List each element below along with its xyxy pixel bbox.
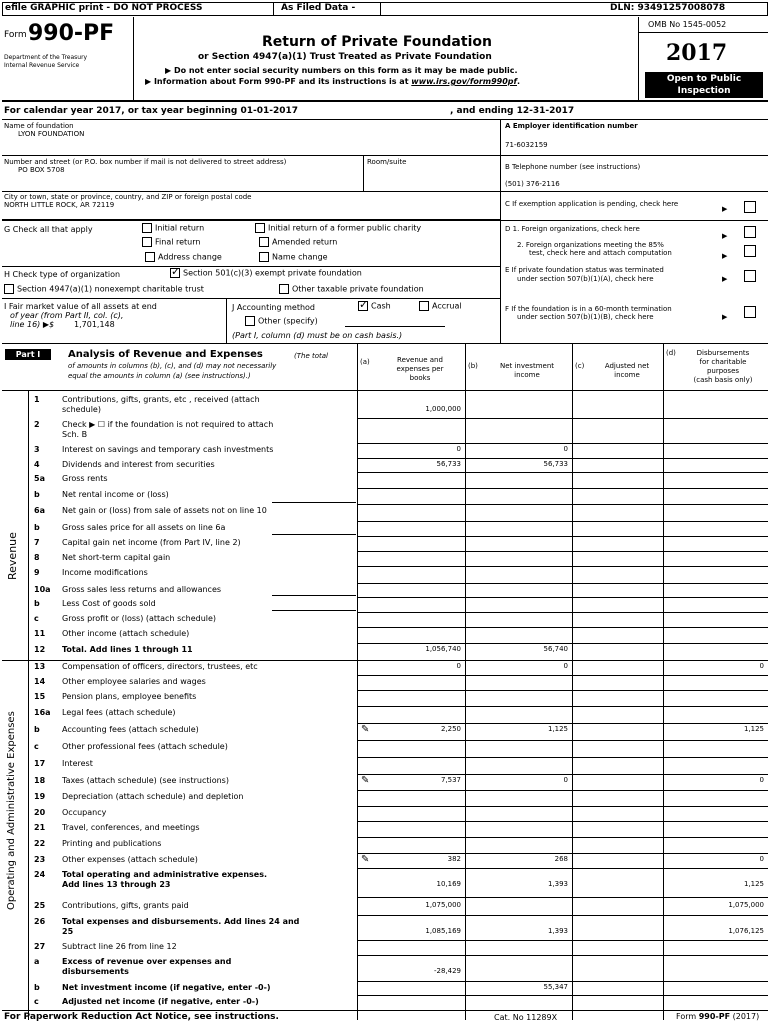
row-number: 12 xyxy=(34,645,46,654)
row-number: 3 xyxy=(34,445,40,454)
d1-label: D 1. Foreign organizations, check here xyxy=(505,225,640,233)
notice-info: ▶ Information about Form 990-PF and its instructions is at www.irs.gov/form990pf. xyxy=(145,77,521,86)
value-col-a: 1,056,740 xyxy=(425,645,461,653)
value-col-a: 0 xyxy=(456,662,461,670)
row-number: 17 xyxy=(34,759,46,768)
value-col-d: 1,125 xyxy=(743,725,764,733)
row-number: b xyxy=(34,490,40,499)
f-checkbox[interactable] xyxy=(744,306,756,318)
row-label: Net gain or (loss) from sale of assets not on line 10 xyxy=(62,506,267,515)
g-initial-return[interactable]: Initial return xyxy=(142,223,204,233)
arrow-icon: ▶ xyxy=(722,232,728,240)
value-col-a: 382 xyxy=(447,855,461,863)
checkbox-icon[interactable] xyxy=(259,252,269,262)
checkbox-icon[interactable] xyxy=(279,284,289,294)
row-label: Capital gain net income (from Part IV, line 2) xyxy=(62,538,241,547)
value-col-a: -28,429 xyxy=(433,967,461,975)
side-label-expenses: Operating and Administrative Expenses xyxy=(6,711,17,910)
row-label: Other expenses (attach schedule) xyxy=(62,855,198,864)
g-final-return[interactable]: Final return xyxy=(142,237,200,247)
row-number: 23 xyxy=(34,855,46,864)
col-b-header: Net investment income xyxy=(499,362,555,379)
col-b-tag: (b) xyxy=(468,362,478,370)
row-label: Occupancy xyxy=(62,808,107,817)
form-prefix: Form xyxy=(4,30,27,40)
row-number: 5a xyxy=(34,474,45,483)
checkbox-icon[interactable] xyxy=(259,237,269,247)
value-col-d: 1,075,000 xyxy=(728,901,764,909)
row-number: 6a xyxy=(34,506,45,515)
tax-year: 2017 xyxy=(666,40,728,66)
col-a-header: Revenue and expenses per books xyxy=(396,356,444,382)
part-desc-2: of amounts in columns (b), (c), and (d) may not necessarily xyxy=(68,362,277,370)
phone-label: B Telephone number (see instructions) xyxy=(505,163,641,171)
efile-label: efile GRAPHIC print - DO NOT PROCESS xyxy=(5,3,203,13)
notice-ssn: ▶ Do not enter social security numbers on this form as it may be made public. xyxy=(165,66,518,75)
row-number: 8 xyxy=(34,553,40,562)
row-label: Net short-term capital gain xyxy=(62,553,171,562)
row-label: Adjusted net income (if negative, enter -0-) xyxy=(62,997,259,1006)
j-accrual[interactable]: Accrual xyxy=(419,301,462,311)
value-col-a: 2,250 xyxy=(440,725,461,733)
row-number: b xyxy=(34,983,40,992)
row-label: Legal fees (attach schedule) xyxy=(62,708,176,717)
row-label: Contributions, gifts, grants, etc , received (attach xyxy=(62,395,260,404)
row-label: Printing and publications xyxy=(62,839,162,848)
street-label: Number and street (or P.O. box number if mail is not delivered to street address) xyxy=(4,158,287,166)
e-checkbox[interactable] xyxy=(744,270,756,282)
row-label-cont: disbursements xyxy=(62,967,129,976)
row-label: Travel, conferences, and meetings xyxy=(62,823,200,832)
row-label: Dividends and interest from securities xyxy=(62,460,215,469)
d2-checkbox[interactable] xyxy=(744,245,756,257)
d2-label-b: test, check here and attach computation xyxy=(529,249,672,257)
row-number: c xyxy=(34,614,39,623)
row-label: Other employee salaries and wages xyxy=(62,677,206,686)
row-label: Gross sales price for all assets on line 6a xyxy=(62,523,226,532)
row-label: Total. Add lines 1 through 11 xyxy=(62,645,193,654)
row-number: 22 xyxy=(34,839,46,848)
row-number: 2 xyxy=(34,420,40,429)
row-number: 27 xyxy=(34,942,46,951)
attachment-icon[interactable]: ✎ xyxy=(361,775,370,786)
value-col-a: 0 xyxy=(456,445,461,453)
row-number: c xyxy=(34,742,39,751)
room-suite-label: Room/suite xyxy=(367,158,407,166)
row-label: Interest xyxy=(62,759,93,768)
e-label-a: E If private foundation status was terminated xyxy=(505,266,664,274)
checkbox-icon[interactable] xyxy=(142,237,152,247)
f-label-a: F If the foundation is in a 60-month termination xyxy=(505,305,672,313)
value-col-d: 1,076,125 xyxy=(728,927,764,935)
e-label-b: under section 507(b)(1)(A), check here xyxy=(517,275,654,283)
i-label-2: of year (from Part II, col. (c), xyxy=(10,311,124,320)
row-number: 1 xyxy=(34,395,40,404)
ein-label: A Employer identification number xyxy=(505,122,638,130)
value-col-b: 1,125 xyxy=(547,725,568,733)
irs-label: Internal Revenue Service xyxy=(4,62,80,69)
value-col-a: 1,085,169 xyxy=(425,927,461,935)
i-label-1: I Fair market value of all assets at end xyxy=(4,302,157,311)
row-label: Total expenses and disbursements. Add lines 24 and xyxy=(62,917,300,926)
row-number: a xyxy=(34,957,40,966)
dept-treasury: Department of the Treasury xyxy=(4,54,88,61)
arrow-icon: ▶ xyxy=(722,275,728,283)
row-number: 24 xyxy=(34,870,46,879)
footer-cat-no: Cat. No 11289X xyxy=(494,1013,558,1022)
value-col-d: 1,125 xyxy=(743,880,764,888)
row-label: Depreciation (attach schedule) and depletion xyxy=(62,792,244,801)
row-number: 14 xyxy=(34,677,46,686)
footer-form: Form 990-PF (2017) xyxy=(676,1012,760,1021)
row-label: Gross profit or (loss) (attach schedule) xyxy=(62,614,217,623)
ein-value: 71-6032159 xyxy=(505,141,548,149)
calendar-end: , and ending 12-31-2017 xyxy=(450,106,575,116)
row-label: Total operating and administrative expenses. xyxy=(62,870,267,879)
row-label: Net rental income or (loss) xyxy=(62,490,169,499)
value-col-d: 0 xyxy=(759,776,764,784)
h-4947[interactable]: Section 4947(a)(1) nonexempt charitable trust xyxy=(4,284,204,294)
irs-link[interactable]: www.irs.gov/form990pf xyxy=(411,77,518,86)
row-number: c xyxy=(34,997,39,1006)
value-col-a: 56,733 xyxy=(436,460,461,468)
foundation-name-value: LYON FOUNDATION xyxy=(18,130,85,138)
calendar-start: For calendar year 2017, or tax year beginning 01-01-2017 xyxy=(4,106,299,116)
row-number: b xyxy=(34,523,40,532)
attachment-icon[interactable]: ✎ xyxy=(361,724,370,735)
row-label: Contributions, gifts, grants paid xyxy=(62,901,189,910)
form-title: Return of Private Foundation xyxy=(262,34,492,50)
row-number: 20 xyxy=(34,808,46,817)
row-label: Pension plans, employee benefits xyxy=(62,692,197,701)
row-number: 9 xyxy=(34,568,40,577)
row-label-cont: schedule) xyxy=(62,405,101,414)
j-label: J Accounting method xyxy=(232,303,316,312)
omb-number: OMB No 1545-0052 xyxy=(648,20,727,29)
row-label: Check ▶ ☐ if the foundation is not required to attach xyxy=(62,420,274,429)
arrow-icon: ▶ xyxy=(722,252,728,260)
value-col-a: 10,169 xyxy=(436,880,461,888)
value-col-a: 1,075,000 xyxy=(425,901,461,909)
h-501c3[interactable]: ✓ Section 501(c)(3) exempt private foundation xyxy=(170,268,362,278)
row-number: 18 xyxy=(34,776,46,785)
g-label: G Check all that apply xyxy=(4,225,93,234)
dln-label: DLN: 93491257008078 xyxy=(610,3,726,13)
row-number: 13 xyxy=(34,662,46,671)
value-col-b: 1,393 xyxy=(547,927,568,935)
checkbox-icon[interactable] xyxy=(255,223,265,233)
row-number: b xyxy=(34,725,40,734)
col-c-header: Adjusted net income xyxy=(604,362,650,379)
exemption-pending-label: C If exemption application is pending, check here xyxy=(505,200,679,208)
part-title: Analysis of Revenue and Expenses xyxy=(68,349,263,360)
g-name-change[interactable]: Name change xyxy=(259,252,328,262)
checkbox-icon[interactable] xyxy=(142,223,152,233)
checkbox-icon[interactable] xyxy=(419,301,429,311)
row-number: 19 xyxy=(34,792,46,801)
value-col-b: 0 xyxy=(563,662,568,670)
row-number: 11 xyxy=(34,629,46,638)
city-value: NORTH LITTLE ROCK, AR 72119 xyxy=(4,201,115,209)
d2-label-a: 2. Foreign organizations meeting the 85% xyxy=(517,241,664,249)
value-col-b: 56,740 xyxy=(543,645,568,653)
checkbox-checked-icon[interactable] xyxy=(170,268,180,278)
exemption-pending-checkbox[interactable] xyxy=(744,201,756,213)
i-label-3: line 16) ▶$ xyxy=(10,320,55,329)
checkbox-icon[interactable] xyxy=(145,252,155,262)
attachment-icon[interactable]: ✎ xyxy=(361,854,370,865)
col-a-tag: (a) xyxy=(360,358,370,366)
col-d-tag: (d) xyxy=(666,349,676,357)
row-label: Taxes (attach schedule) (see instructions) xyxy=(62,776,229,785)
row-label: Less Cost of goods sold xyxy=(62,599,156,608)
col-d-header: Disbursements for charitable purposes (cash basis only) xyxy=(693,349,753,384)
row-label-cont: Sch. B xyxy=(62,430,88,439)
row-number: 15 xyxy=(34,692,46,701)
row-label: Gross rents xyxy=(62,474,108,483)
j-other[interactable]: Other (specify) xyxy=(245,316,318,326)
value-col-b: 268 xyxy=(554,855,568,863)
f-label-b: under section 507(b)(1)(B), check here xyxy=(517,313,654,321)
row-label: Net investment income (if negative, enter -0-) xyxy=(62,983,271,992)
checkbox-icon[interactable] xyxy=(245,316,255,326)
row-label: Income modifications xyxy=(62,568,148,577)
phone-value: (501) 376-2116 xyxy=(505,180,560,188)
value-col-b: 56,733 xyxy=(543,460,568,468)
j-note: (Part I, column (d) must be on cash basis.) xyxy=(232,331,403,340)
part-desc-1: (The total xyxy=(294,352,328,360)
col-c-tag: (c) xyxy=(575,362,585,370)
g-address-change[interactable]: Address change xyxy=(145,252,222,262)
row-number: 26 xyxy=(34,917,46,926)
row-number: 7 xyxy=(34,538,40,547)
arrow-icon: ▶ xyxy=(722,205,728,213)
row-number: 21 xyxy=(34,823,46,832)
value-col-b: 55,347 xyxy=(543,983,568,991)
side-label-revenue: Revenue xyxy=(6,532,19,580)
row-number: 10a xyxy=(34,585,51,594)
value-col-d: 0 xyxy=(759,855,764,863)
g-initial-former[interactable]: Initial return of a former public charity xyxy=(255,223,421,233)
checkbox-icon[interactable] xyxy=(4,284,14,294)
form-number: 990-PF xyxy=(28,21,115,46)
row-number: 25 xyxy=(34,901,46,910)
value-col-d: 0 xyxy=(759,662,764,670)
value-col-a: 7,537 xyxy=(440,776,461,784)
value-col-b: 0 xyxy=(563,445,568,453)
row-label: Compensation of officers, directors, trustees, etc xyxy=(62,662,258,671)
h-other-taxable[interactable]: Other taxable private foundation xyxy=(279,284,424,294)
fmv-value: 1,701,148 xyxy=(74,320,115,329)
value-col-b: 1,393 xyxy=(547,880,568,888)
footer-paperwork: For Paperwork Reduction Act Notice, see instructions. xyxy=(4,1012,279,1022)
street-value: PO BOX 5708 xyxy=(18,166,65,174)
row-label-cont: Add lines 13 through 23 xyxy=(62,880,171,889)
value-col-b: 0 xyxy=(563,776,568,784)
row-label: Interest on savings and temporary cash investments xyxy=(62,445,274,454)
arrow-icon: ▶ xyxy=(722,313,728,321)
row-label: Subtract line 26 from line 12 xyxy=(62,942,177,951)
part-desc-3: equal the amounts in column (a) (see instructions).) xyxy=(68,372,251,380)
checkbox-checked-icon[interactable] xyxy=(358,301,368,311)
row-label: Other income (attach schedule) xyxy=(62,629,190,638)
row-number: b xyxy=(34,599,40,608)
part-tag: Part I xyxy=(5,349,51,360)
city-label: City or town, state or province, country, and ZIP or foreign postal code xyxy=(4,193,252,201)
h-label: H Check type of organization xyxy=(4,270,121,279)
value-col-a: 1,000,000 xyxy=(425,405,461,413)
row-label: Accounting fees (attach schedule) xyxy=(62,725,199,734)
d1-checkbox[interactable] xyxy=(744,226,756,238)
row-label: Excess of revenue over expenses and xyxy=(62,957,232,966)
open-to-public-badge: Open to Public Inspection xyxy=(645,72,763,98)
as-filed-label: As Filed Data - xyxy=(281,3,356,13)
row-number: 4 xyxy=(34,460,40,469)
row-label-cont: 25 xyxy=(62,927,74,936)
j-cash[interactable]: ✓ Cash xyxy=(358,301,391,311)
row-label: Gross sales less returns and allowances xyxy=(62,585,222,594)
foundation-name-label: Name of foundation xyxy=(4,122,74,130)
row-number: 16a xyxy=(34,708,51,717)
g-amended-return[interactable]: Amended return xyxy=(259,237,337,247)
form-subtitle: or Section 4947(a)(1) Trust Treated as Private Foundation xyxy=(198,52,492,62)
row-label: Other professional fees (attach schedule) xyxy=(62,742,228,751)
